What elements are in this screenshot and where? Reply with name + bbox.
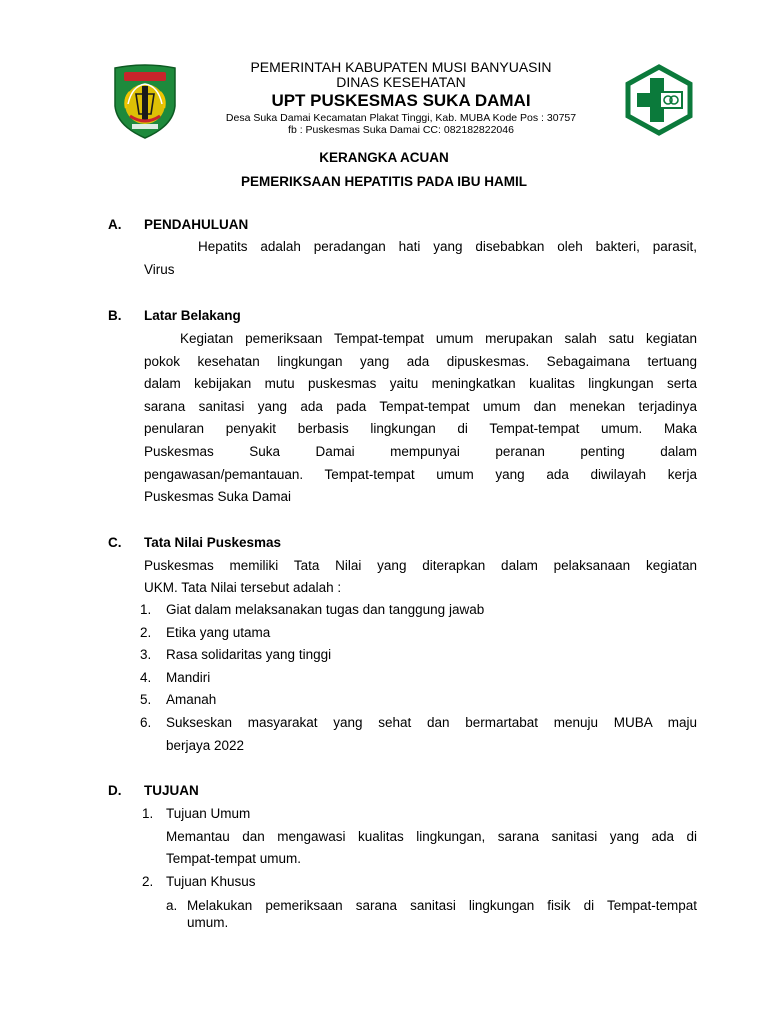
objective-general-text-line1: Memantau dan mengawasi kualitas lingkungan, sarana sanitasi yang ada di [166, 829, 697, 844]
list-item [140, 599, 697, 622]
letterhead [200, 60, 602, 136]
section-b-line: Kegiatan pemeriksaan Tempat-tempat umum merupakan salah satu kegiatan [180, 331, 697, 346]
list-item-number: 5. [140, 692, 152, 708]
list-item-number: 2. [142, 874, 154, 889]
list-item-text: Tujuan Khusus [166, 874, 256, 889]
list-item-text: Rasa solidaritas yang tinggi [166, 647, 332, 663]
document-title: KERANGKA ACUAN [319, 150, 449, 165]
section-a-title: PENDAHULUAN [144, 217, 249, 232]
list-item [140, 689, 697, 712]
list-item [142, 803, 697, 826]
musi-banyuasin-emblem-icon [110, 64, 180, 140]
section-a-text-line2: Virus [144, 262, 175, 277]
list-item-text: Mandiri [166, 669, 211, 685]
list-item-text: berjaya 2022 [166, 737, 245, 753]
values-list [140, 599, 697, 757]
section-a-text-line1: Hepatits adalah peradangan hati yang disebabkan oleh bakteri, parasit, [198, 239, 697, 254]
list-item-number: 3. [140, 647, 152, 663]
section-c-letter: C. [108, 535, 122, 550]
objective-specific-item-a [166, 897, 697, 937]
objective-specific [142, 871, 697, 894]
section-b-letter: B. [108, 308, 122, 323]
objective-general [142, 803, 697, 826]
section-c-intro-line1: Puskesmas memiliki Tata Nilai yang diterapkan dalam pelaksanaan kegiatan [144, 558, 697, 573]
list-item [140, 712, 697, 735]
sub-item-text-line1: Melakukan pemeriksaan sarana sanitasi lingkungan fisik di Tempat-tempat [187, 898, 697, 913]
list-item-continuation [140, 735, 697, 758]
section-b-line: penularan penyakit berbasis lingkungan di Tempat-tempat umum. Maka [144, 421, 697, 436]
list-item [140, 622, 697, 645]
section-c-intro-line2: UKM. Tata Nilai tersebut adalah : [144, 580, 342, 595]
section-b-line: Puskesmas Suka Damai mempunyai peranan penting dalam [144, 444, 697, 459]
list-item-text: Tujuan Umum [166, 806, 251, 821]
section-b-line: pokok kesehatan lingkungan yang ada dipuskesmas. Sebagaimana tertuang [144, 354, 697, 369]
sub-item-text-line2: umum. [187, 915, 229, 930]
list-item-number: 1. [140, 602, 152, 617]
letterhead-government: PEMERINTAH KABUPATEN MUSI BANYUASIN [250, 59, 552, 75]
list-item-number: 4. [140, 669, 152, 685]
section-d-title: TUJUAN [144, 783, 199, 798]
section-b-line: pengawasan/pemantauan. Tempat-tempat umum yang ada diwilayah kerja [144, 467, 697, 482]
list-item [140, 644, 697, 667]
list-item [140, 667, 697, 690]
list-item-number: 1. [142, 806, 154, 821]
list-item-number: 6. [140, 714, 152, 730]
objective-general-text-line2: Tempat-tempat umum. [166, 851, 302, 866]
list-item-text: Sukseskan masyarakat yang sehat dan bermartabat menuju MUBA maju [166, 714, 697, 730]
list-item-text: Amanah [166, 692, 217, 708]
list-item-text: Giat dalam melaksanakan tugas dan tanggung jawab [166, 602, 485, 617]
sub-item-letter: a. [166, 898, 178, 913]
list-item-number: 2. [140, 624, 152, 640]
section-b-line: sarana sanitasi yang ada pada Tempat-tempat umum dan menekan terjadinya [144, 399, 697, 414]
list-item-text: Etika yang utama [166, 624, 271, 640]
section-b-line: Puskesmas Suka Damai [144, 489, 292, 504]
puskesmas-logo-icon [624, 64, 694, 136]
section-b-title: Latar Belakang [144, 308, 241, 323]
list-item [142, 871, 697, 894]
section-c-title: Tata Nilai Puskesmas [144, 535, 282, 550]
letterhead-institution: UPT PUSKESMAS SUKA DAMAI [271, 91, 531, 110]
section-d-letter: D. [108, 783, 122, 798]
letterhead-department: DINAS KESEHATAN [336, 74, 466, 90]
letterhead-contact: fb : Puskesmas Suka Damai CC: 082182822046 [288, 124, 514, 136]
letterhead-address: Desa Suka Damai Kecamatan Plakat Tinggi, Kab. MUBA Kode Pos : 30757 [225, 112, 577, 124]
document-subtitle: PEMERIKSAAN HEPATITIS PADA IBU HAMIL [240, 174, 527, 189]
section-a-letter: A. [108, 217, 122, 232]
section-b-line: dalam kebijakan mutu puskesmas yaitu meningkatkan kualitas lingkungan serta [144, 376, 697, 391]
